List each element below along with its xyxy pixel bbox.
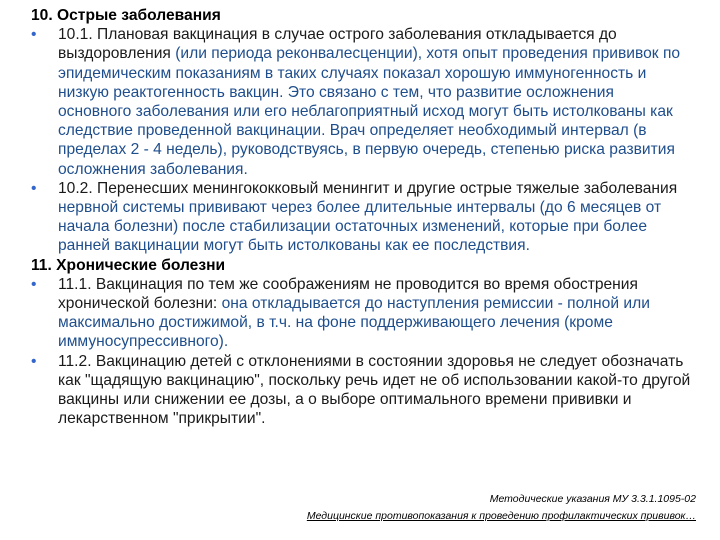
item-10-1-text [58,26,680,177]
list-item-10-1 [31,25,691,179]
slide-content [31,6,691,428]
bullet-icon: • [31,26,37,44]
item-10-2-part-1: 10.2. Перенесших менингококковый менингит и другие острые тяжелые заболевания [58,179,678,197]
item-11-1-part-2: она откладывается до наступления ремиссии - полной или максимально достижимой, в т.ч. на фоне поддерживающего лечения (кроме иммуносупрессивного). [58,295,650,351]
footer-line-1: Методические указания МУ 3.3.1.1095-02 [489,493,696,505]
item-11-1-part-1: 11.1. Вакцинация по тем же соображениям не проводится во время обострения хронической болезни: [58,275,638,313]
bullet-icon: • [31,179,37,197]
bullet-icon: • [31,352,37,370]
item-11-2-part-1: 11.2. Вакцинацию детей с отклонениями в состоянии здоровья не следует обозначать как "щадящую вакцинацию", поскольку речь идет не об использовании какой-то другой вакцины или снижении ее дозы, а о выборе оптимального времени прививки и лекарственном "прикрытии". [58,352,691,428]
item-10-1-part-2: (или периода реконвалесценции), [175,45,423,63]
footer-line-2: Медицинские противопоказания к проведению профилактических прививок… [306,510,696,522]
footer-citation [307,491,696,525]
list-item-11-1 [31,275,691,352]
section-11-heading: 11. Хронические болезни [31,256,226,274]
list-item-11-2 [31,352,691,429]
section-10-heading: 10. Острые заболевания [31,7,221,24]
item-10-1-part-1: 10.1. Плановая вакцинация в случае острого заболевания откладывается до выздоровления [58,26,617,63]
item-10-1-part-3: хотя опыт проведения прививок по эпидемическим показаниям в таких случаях показал хорошую иммуногенность и низкую реактогенность вакцин. Это связано с тем, что развитие осложнения основного заболевания или его неблагоприятный исход могут быть истолкованы как следствие проведенной вакцинации. Врач определяет необходимый интервал (в пределах 2 - 4 недель), руководствуясь, в первую очередь, степенью риска развития осложнения заболевания. [58,45,681,178]
item-11-1-text [58,276,650,351]
list-item-10-2 [31,179,691,256]
item-11-2-text [58,353,690,428]
bullet-icon: • [31,275,37,293]
item-10-2-part-2: нервной системы прививают через более длительные интервалы (до 6 месяцев от начала болезни) после стабилизации остаточных изменений, которые при более ранней вакцинации могут быть истолкованы как ее последствия. [58,199,662,255]
item-10-2-text [58,180,677,255]
